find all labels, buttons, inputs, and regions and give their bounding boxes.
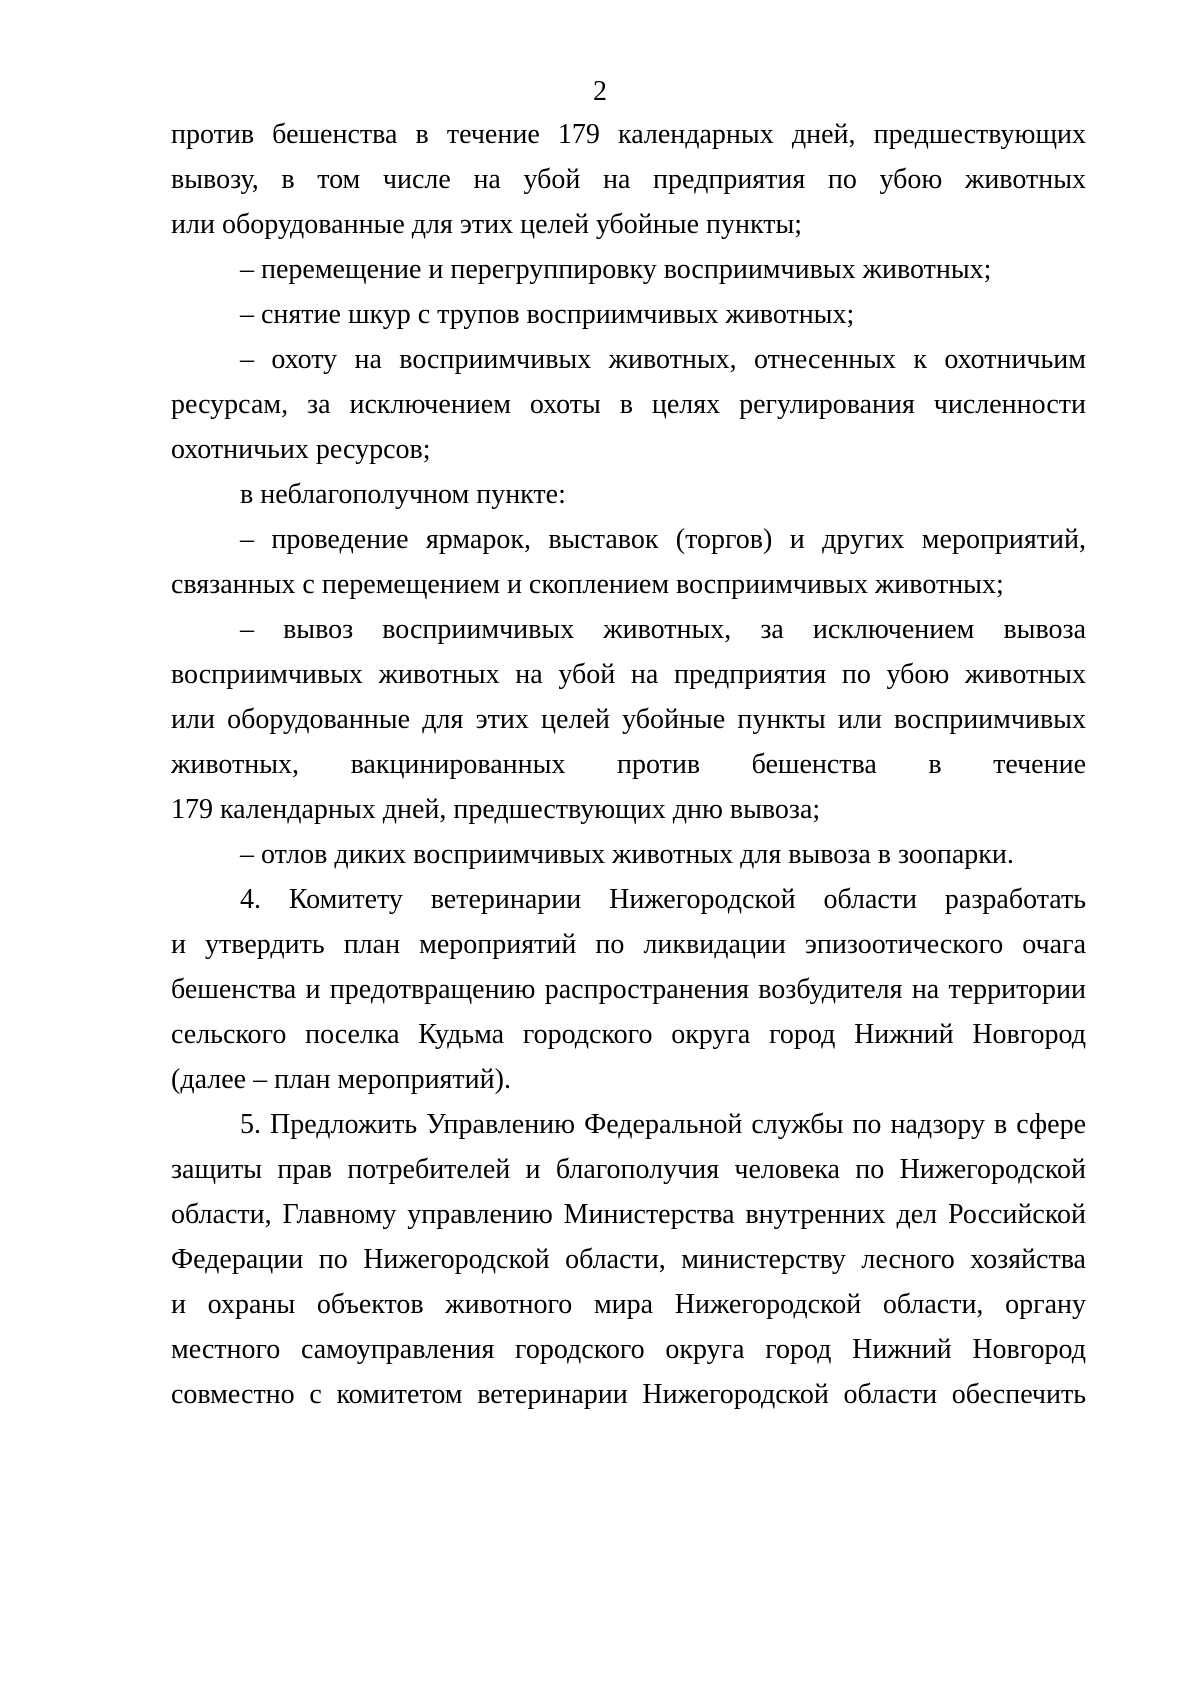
text-line: – проведение ярмарок, выставок (торгов) и других мероприятий, [240,524,1086,555]
text-line: против бешенства в течение 179 календарных дней, предшествующих [171,119,1086,150]
text-line: совместно с комитетом ветеринарии Нижегородской области обеспечить [171,1379,1086,1410]
text-line: животных, вакцинированных против бешенства в течение [171,749,1086,780]
text-line: области, Главному управлению Министерства внутренних дел Российской [171,1199,1086,1230]
text-line: сельского поселка Кудьма городского округа город Нижний Новгород [171,1019,1086,1050]
text-line: связанных с перемещением и скоплением восприимчивых животных; [171,569,1004,600]
text-line: Федерации по Нижегородской области, министерству лесного хозяйства [171,1244,1086,1275]
text-line: 5. Предложить Управлению Федеральной службы по надзору в сфере [240,1109,1086,1140]
text-line: – перемещение и перегруппировку восприимчивых животных; [240,254,992,285]
text-line: местного самоуправления городского округа город Нижний Новгород [171,1334,1086,1365]
text-line: и охраны объектов животного мира Нижегородской области, органу [171,1289,1086,1320]
text-line: или оборудованные для этих целей убойные пункты или восприимчивых [171,704,1086,735]
text-line: 4. Комитету ветеринарии Нижегородской области разработать [240,884,1086,915]
text-line: (далее – план мероприятий). [171,1064,511,1095]
text-line: вывозу, в том числе на убой на предприятия по убою животных [171,164,1086,195]
text-line: бешенства и предотвращению распространения возбудителя на территории [171,974,1086,1005]
text-line: охотничьих ресурсов; [171,434,431,465]
text-line: – отлов диких восприимчивых животных для вывоза в зоопарки. [240,839,1014,870]
text-line: ресурсам, за исключением охоты в целях регулирования численности [171,389,1086,420]
text-line: – вывоз восприимчивых животных, за исключением вывоза [240,614,1086,645]
text-line: в неблагополучном пункте: [240,479,566,510]
text-line: восприимчивых животных на убой на предприятия по убою животных [171,659,1086,690]
text-line: защиты прав потребителей и благополучия человека по Нижегородской [171,1154,1086,1185]
text-line: или оборудованные для этих целей убойные пункты; [171,209,803,240]
page-number: 2 [593,76,607,107]
text-line: – снятие шкур с трупов восприимчивых животных; [240,299,855,330]
text-line: 179 календарных дней, предшествующих дню вывоза; [171,794,821,825]
text-line: – охоту на восприимчивых животных, отнесенных к охотничьим [240,344,1086,375]
text-line: и утвердить план мероприятий по ликвидации эпизоотического очага [171,929,1086,960]
